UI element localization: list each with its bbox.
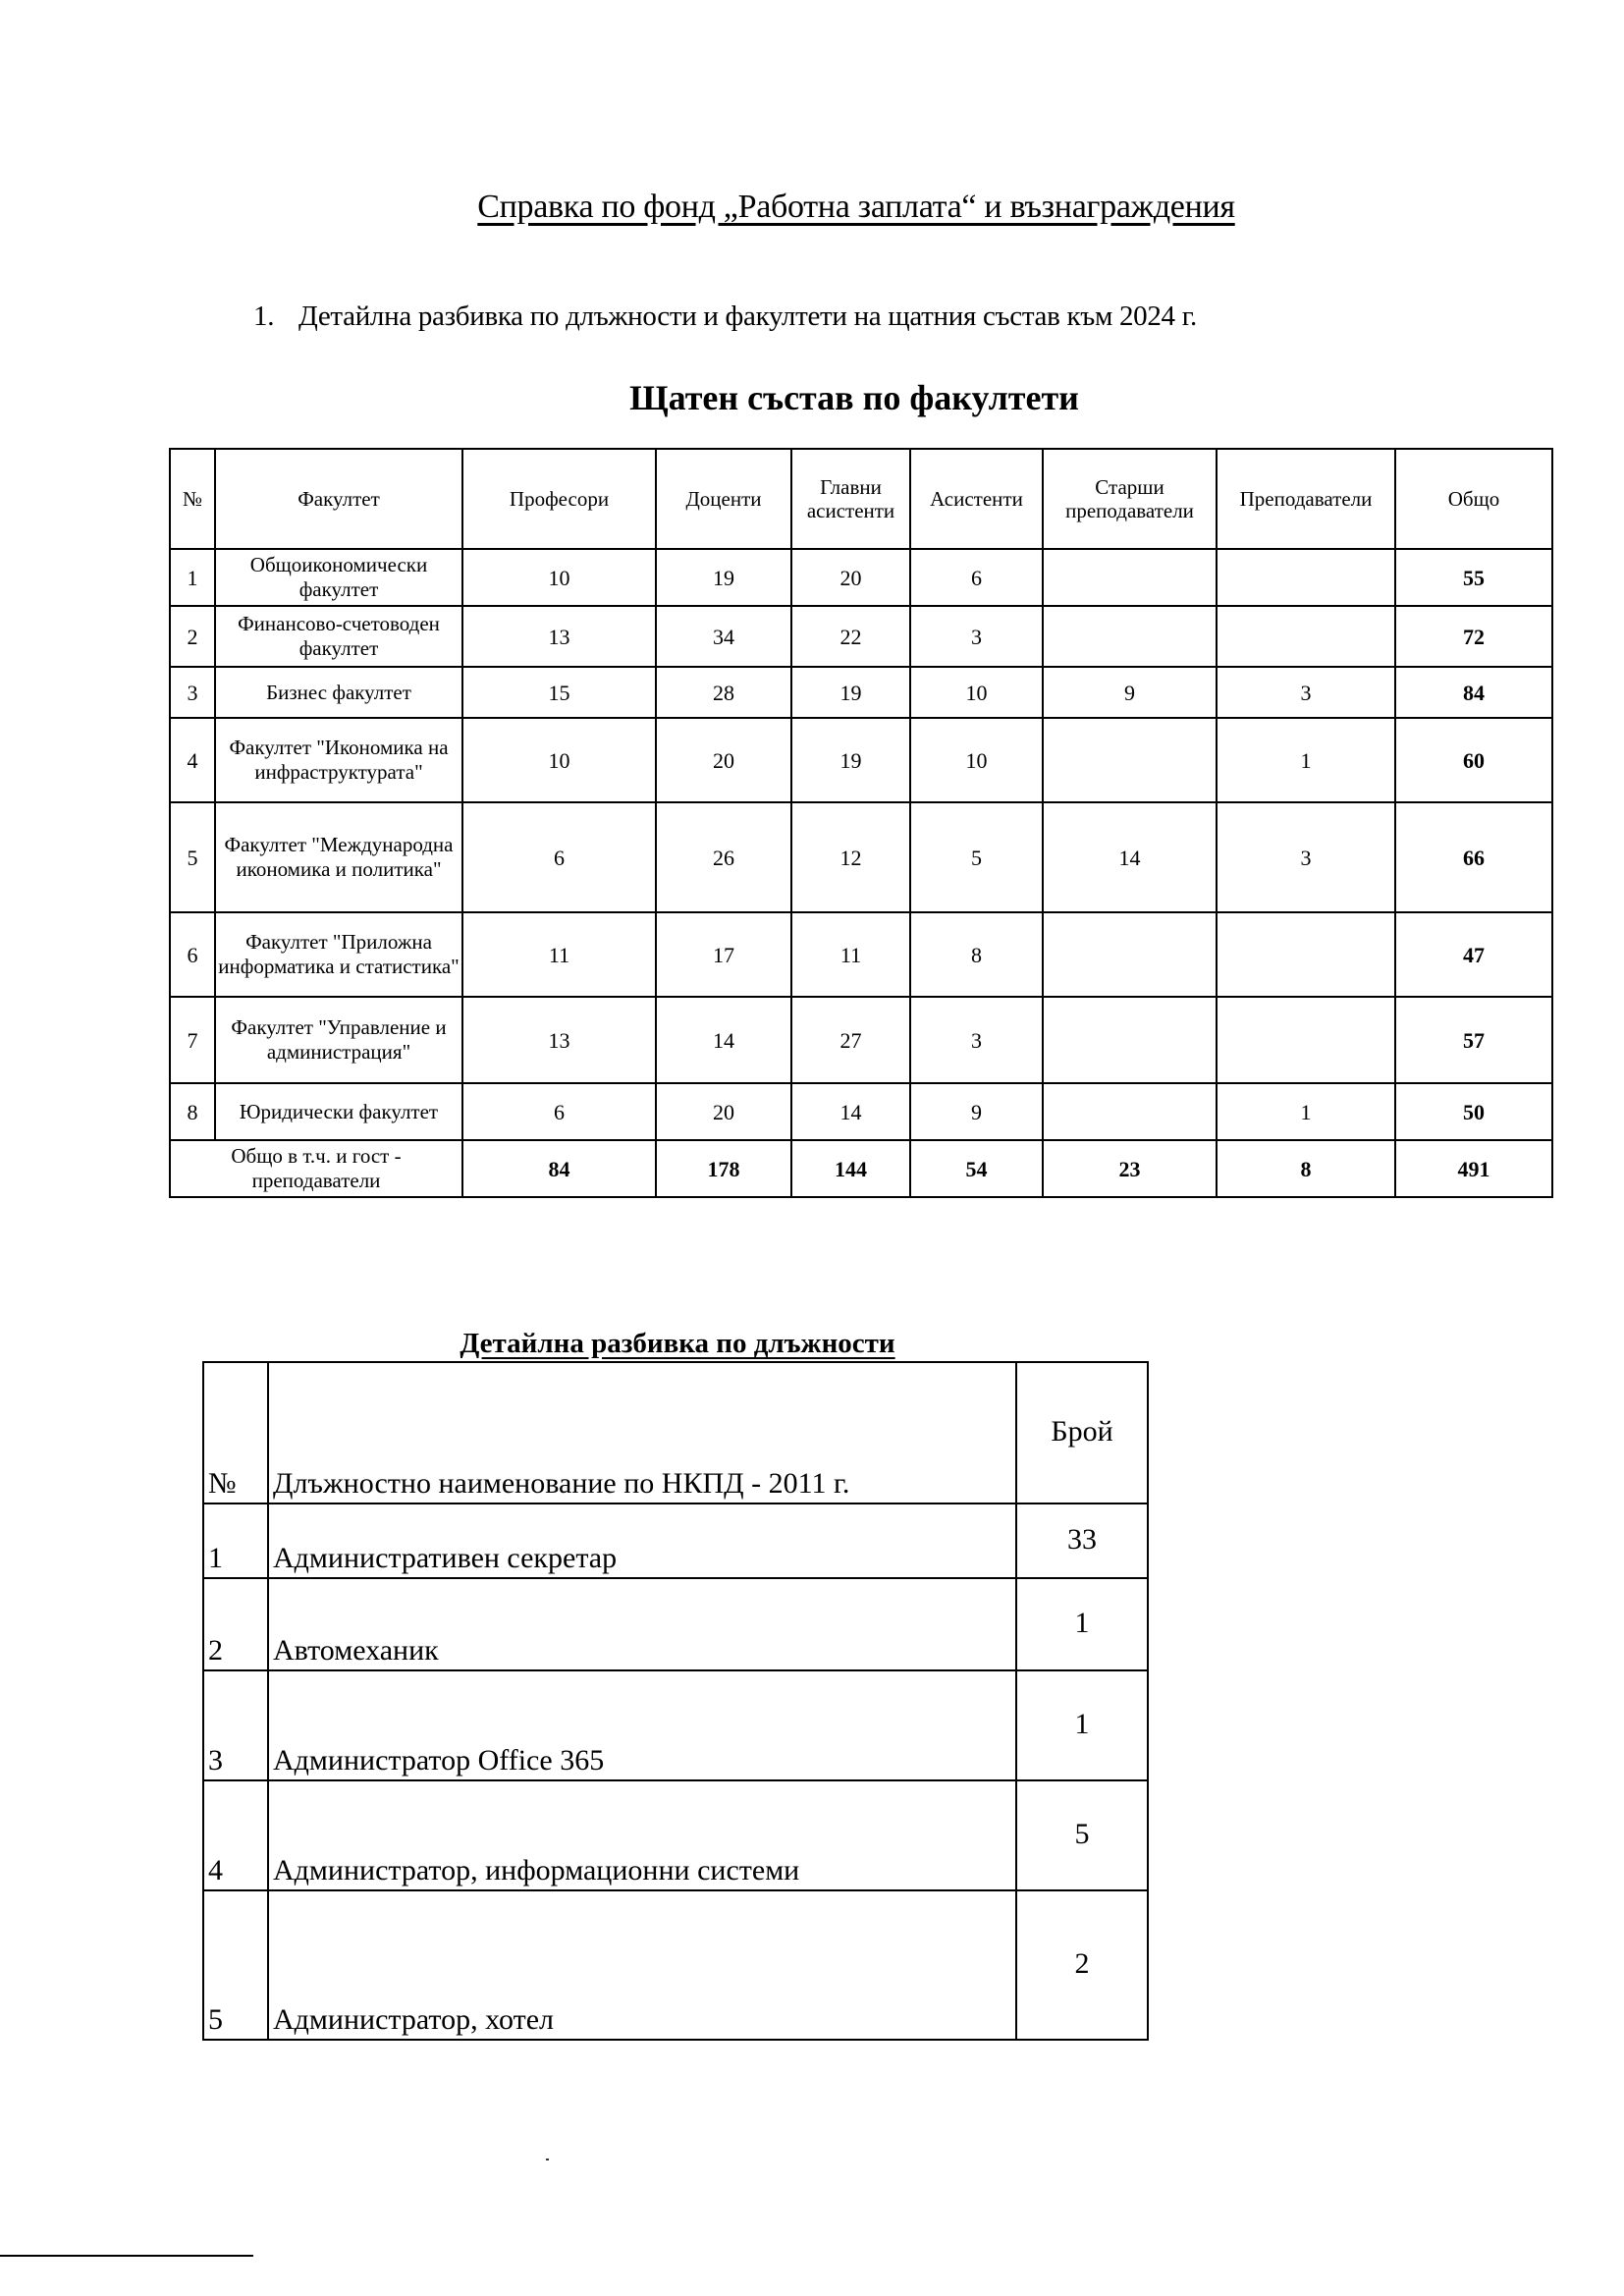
document-title: Справка по фонд „Работна заплата“ и възнаграждения bbox=[477, 189, 1235, 225]
chief-assistants-count: 19 bbox=[791, 718, 910, 802]
position-count: 1 bbox=[1016, 1578, 1148, 1670]
section-heading bbox=[253, 301, 1197, 333]
totals-row bbox=[170, 1140, 1552, 1197]
position-count: 1 bbox=[1016, 1670, 1148, 1780]
faculty-staff-table bbox=[169, 448, 1553, 1198]
table-header-row bbox=[203, 1362, 1148, 1503]
faculty-name: Факултет "Икономика на инфраструктурата" bbox=[215, 718, 462, 802]
row-number: 5 bbox=[203, 1890, 268, 2040]
position-name: Администратор, информационни системи bbox=[268, 1780, 1016, 1890]
table-row bbox=[203, 1890, 1148, 2040]
faculty-name: Факултет "Управление и администрация" bbox=[215, 997, 462, 1083]
docents-count: 19 bbox=[656, 549, 791, 606]
professors-count: 15 bbox=[462, 667, 656, 718]
row-number: 1 bbox=[170, 549, 215, 606]
docents-count: 26 bbox=[656, 802, 791, 912]
professors-count: 6 bbox=[462, 1083, 656, 1140]
senior-lecturers-count bbox=[1043, 606, 1217, 667]
chief-assistants-count: 22 bbox=[791, 606, 910, 667]
total-assistants: 54 bbox=[910, 1140, 1043, 1197]
row-number: 8 bbox=[170, 1083, 215, 1140]
docents-count: 20 bbox=[656, 718, 791, 802]
lecturers-count: 1 bbox=[1217, 1083, 1395, 1140]
professors-count: 10 bbox=[462, 549, 656, 606]
position-name: Автомеханик bbox=[268, 1578, 1016, 1670]
assistants-count: 3 bbox=[910, 606, 1043, 667]
column-header-docents: Доценти bbox=[656, 449, 791, 549]
senior-lecturers-count bbox=[1043, 549, 1217, 606]
table-row bbox=[203, 1503, 1148, 1578]
assistants-count: 6 bbox=[910, 549, 1043, 606]
faculty-name: Юридически факултет bbox=[215, 1083, 462, 1140]
lecturers-count bbox=[1217, 912, 1395, 997]
table-row bbox=[203, 1670, 1148, 1780]
row-total: 66 bbox=[1395, 802, 1552, 912]
column-header-no: № bbox=[170, 449, 215, 549]
row-number: 7 bbox=[170, 997, 215, 1083]
total-chief-assistants: 144 bbox=[791, 1140, 910, 1197]
table-row bbox=[170, 1083, 1552, 1140]
professors-count: 13 bbox=[462, 606, 656, 667]
row-total: 72 bbox=[1395, 606, 1552, 667]
senior-lecturers-count: 14 bbox=[1043, 802, 1217, 912]
footnote-separator bbox=[0, 2255, 253, 2257]
row-number: 2 bbox=[170, 606, 215, 667]
chief-assistants-count: 19 bbox=[791, 667, 910, 718]
table-row bbox=[170, 997, 1552, 1083]
docents-count: 14 bbox=[656, 997, 791, 1083]
faculty-table-heading: Щатен състав по факултети bbox=[629, 378, 1079, 417]
faculty-name: Финансово-счетоводен факултет bbox=[215, 606, 462, 667]
table-row bbox=[203, 1780, 1148, 1890]
row-number: 4 bbox=[170, 718, 215, 802]
column-header-senior-lecturers: Старши преподаватели bbox=[1043, 449, 1217, 549]
assistants-count: 9 bbox=[910, 1083, 1043, 1140]
column-header-faculty: Факултет bbox=[215, 449, 462, 549]
lecturers-count bbox=[1217, 997, 1395, 1083]
row-total: 50 bbox=[1395, 1083, 1552, 1140]
assistants-count: 10 bbox=[910, 718, 1043, 802]
table-row bbox=[170, 667, 1552, 718]
row-number: 5 bbox=[170, 802, 215, 912]
row-number: 6 bbox=[170, 912, 215, 997]
lecturers-count bbox=[1217, 549, 1395, 606]
chief-assistants-count: 12 bbox=[791, 802, 910, 912]
section-number: 1. bbox=[253, 301, 275, 332]
position-name: Административен секретар bbox=[268, 1503, 1016, 1578]
faculty-name: Общоикономически факултет bbox=[215, 549, 462, 606]
totals-label: Общо в т.ч. и гост - преподаватели bbox=[170, 1140, 462, 1197]
senior-lecturers-count: 9 bbox=[1043, 667, 1217, 718]
assistants-count: 3 bbox=[910, 997, 1043, 1083]
senior-lecturers-count bbox=[1043, 718, 1217, 802]
table-header-row bbox=[170, 449, 1552, 549]
assistants-count: 10 bbox=[910, 667, 1043, 718]
grand-total: 491 bbox=[1395, 1140, 1552, 1197]
chief-assistants-count: 11 bbox=[791, 912, 910, 997]
table-row bbox=[170, 912, 1552, 997]
position-count: 5 bbox=[1016, 1780, 1148, 1890]
row-total: 55 bbox=[1395, 549, 1552, 606]
column-header-position: Длъжностно наименование по НКПД - 2011 г. bbox=[268, 1362, 1016, 1503]
column-header-lecturers: Преподаватели bbox=[1217, 449, 1395, 549]
row-number: 1 bbox=[203, 1503, 268, 1578]
lecturers-count bbox=[1217, 606, 1395, 667]
column-header-chief-assistants: Главни асистенти bbox=[791, 449, 910, 549]
column-header-assistants: Асистенти bbox=[910, 449, 1043, 549]
professors-count: 11 bbox=[462, 912, 656, 997]
column-header-count: Брой bbox=[1016, 1362, 1148, 1503]
senior-lecturers-count bbox=[1043, 912, 1217, 997]
row-number: 4 bbox=[203, 1780, 268, 1890]
positions-table bbox=[202, 1361, 1149, 2041]
chief-assistants-count: 14 bbox=[791, 1083, 910, 1140]
assistants-count: 5 bbox=[910, 802, 1043, 912]
total-professors: 84 bbox=[462, 1140, 656, 1197]
lecturers-count: 3 bbox=[1217, 667, 1395, 718]
table-row bbox=[170, 802, 1552, 912]
scan-artifact-dot bbox=[546, 2159, 549, 2160]
docents-count: 17 bbox=[656, 912, 791, 997]
total-docents: 178 bbox=[656, 1140, 791, 1197]
lecturers-count: 3 bbox=[1217, 802, 1395, 912]
chief-assistants-count: 20 bbox=[791, 549, 910, 606]
docents-count: 28 bbox=[656, 667, 791, 718]
senior-lecturers-count bbox=[1043, 1083, 1217, 1140]
column-header-no: № bbox=[203, 1362, 268, 1503]
table-row bbox=[170, 549, 1552, 606]
assistants-count: 8 bbox=[910, 912, 1043, 997]
position-name: Администратор Office 365 bbox=[268, 1670, 1016, 1780]
table-row bbox=[170, 718, 1552, 802]
section-text: Детайлна разбивка по длъжности и факултети на щатния състав към 2024 г. bbox=[298, 301, 1197, 332]
total-lecturers: 8 bbox=[1217, 1140, 1395, 1197]
column-header-professors: Професори bbox=[462, 449, 656, 549]
faculty-name: Факултет "Международна икономика и политика" bbox=[215, 802, 462, 912]
table-row bbox=[203, 1578, 1148, 1670]
faculty-name: Факултет "Приложна информатика и статистика" bbox=[215, 912, 462, 997]
row-number: 2 bbox=[203, 1578, 268, 1670]
column-header-total: Общо bbox=[1395, 449, 1552, 549]
position-count: 33 bbox=[1016, 1503, 1148, 1578]
position-name: Администратор, хотел bbox=[268, 1890, 1016, 2040]
positions-table-heading: Детайлна разбивка по длъжности bbox=[460, 1328, 895, 1359]
chief-assistants-count: 27 bbox=[791, 997, 910, 1083]
professors-count: 6 bbox=[462, 802, 656, 912]
row-total: 60 bbox=[1395, 718, 1552, 802]
lecturers-count: 1 bbox=[1217, 718, 1395, 802]
row-number: 3 bbox=[203, 1670, 268, 1780]
senior-lecturers-count bbox=[1043, 997, 1217, 1083]
docents-count: 20 bbox=[656, 1083, 791, 1140]
total-senior-lecturers: 23 bbox=[1043, 1140, 1217, 1197]
faculty-name: Бизнес факултет bbox=[215, 667, 462, 718]
position-count: 2 bbox=[1016, 1890, 1148, 2040]
table-row bbox=[170, 606, 1552, 667]
professors-count: 10 bbox=[462, 718, 656, 802]
row-total: 47 bbox=[1395, 912, 1552, 997]
professors-count: 13 bbox=[462, 997, 656, 1083]
row-total: 57 bbox=[1395, 997, 1552, 1083]
docents-count: 34 bbox=[656, 606, 791, 667]
row-number: 3 bbox=[170, 667, 215, 718]
row-total: 84 bbox=[1395, 667, 1552, 718]
